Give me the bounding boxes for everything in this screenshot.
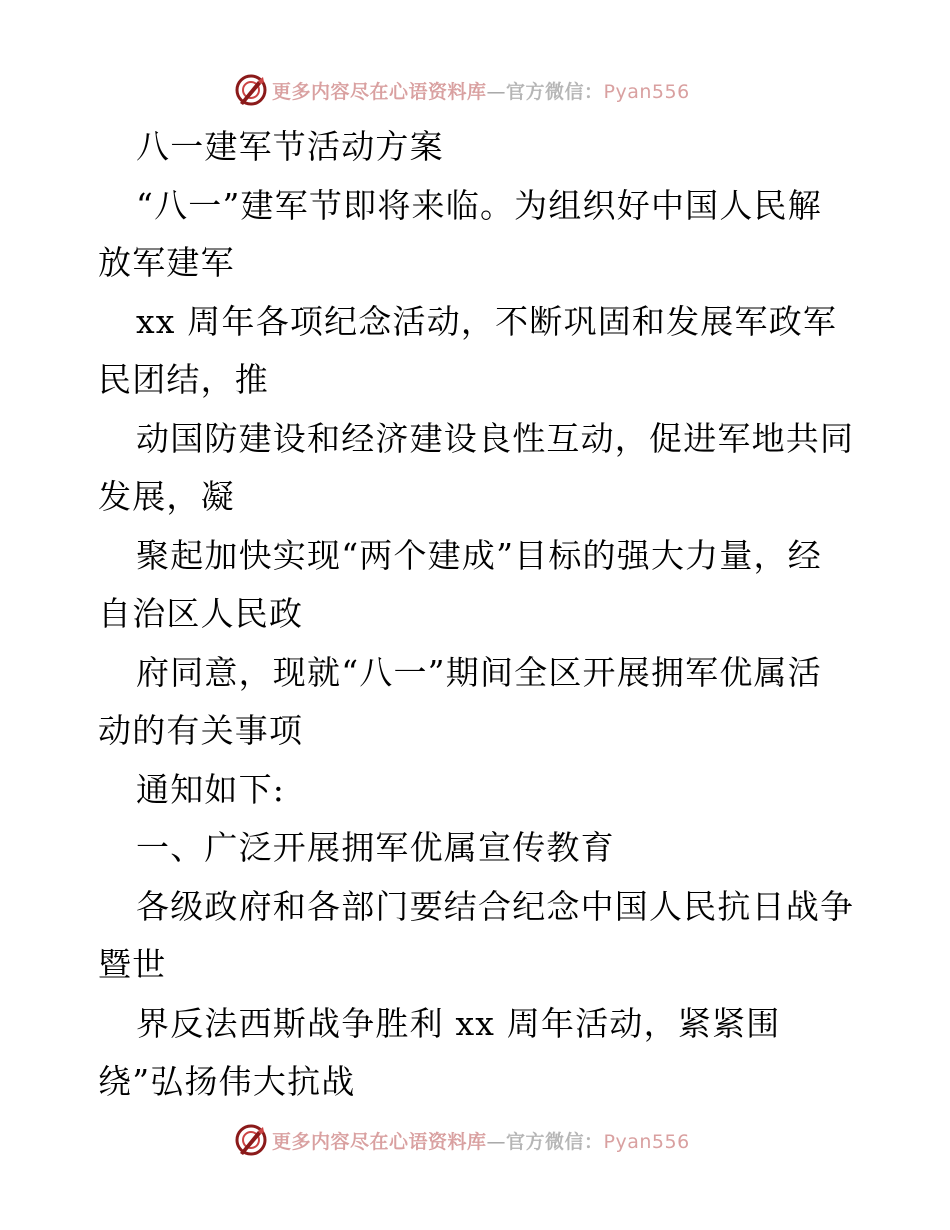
watermark-text [272,1127,690,1154]
paragraph-line: 暨世 [98,945,167,984]
paragraph-line: 民团结，推 [98,360,269,399]
watermark-brand: 更多内容尽在心语资料库 [272,1130,487,1153]
footer-watermark-banner [0,1120,950,1160]
paragraph-line: 发展，凝 [98,477,235,516]
document-title: 八一建军节活动方案 [136,127,444,166]
pen-circle-logo-icon [234,1123,268,1157]
paragraph-line: 通知如下: [136,770,286,809]
paragraph-line: 府同意，现就“八一”期间全区开展拥军优属活 [136,653,822,692]
paragraph-line: 各级政府和各部门要结合纪念中国人民抗日战争 [136,887,855,926]
paragraph-line: 绕”弘扬伟大抗战 [98,1062,356,1101]
paragraph-line: “八一”建军节即将来临。为组织好中国人民解 [136,186,822,225]
watermark-handle: Pyan556 [603,80,690,103]
watermark-handle: Pyan556 [603,1130,690,1153]
paragraph-line: 动的有关事项 [98,711,304,750]
paragraph-line: 动国防建设和经济建设良性互动，促进军地共同 [136,419,855,458]
paragraph-line: 自治区人民政 [98,594,304,633]
watermark-brand: 更多内容尽在心语资料库 [272,80,487,103]
section-heading: 一、广泛开展拥军优属宣传教育 [136,828,615,867]
watermark-dash: — [486,1130,507,1153]
paragraph-line: xx 周年各项纪念活动，不断巩固和发展军政军 [136,302,838,341]
watermark-wechat-label: 官方微信： [506,80,604,103]
watermark-wechat-label: 官方微信： [506,1130,604,1153]
paragraph-line: 界反法西斯战争胜利 xx 周年活动，紧紧围 [136,1004,781,1043]
watermark-dash: — [486,80,507,103]
paragraph-line: 聚起加快实现“两个建成”目标的强大力量，经 [136,536,822,575]
paragraph-line: 放军建军 [98,243,235,282]
